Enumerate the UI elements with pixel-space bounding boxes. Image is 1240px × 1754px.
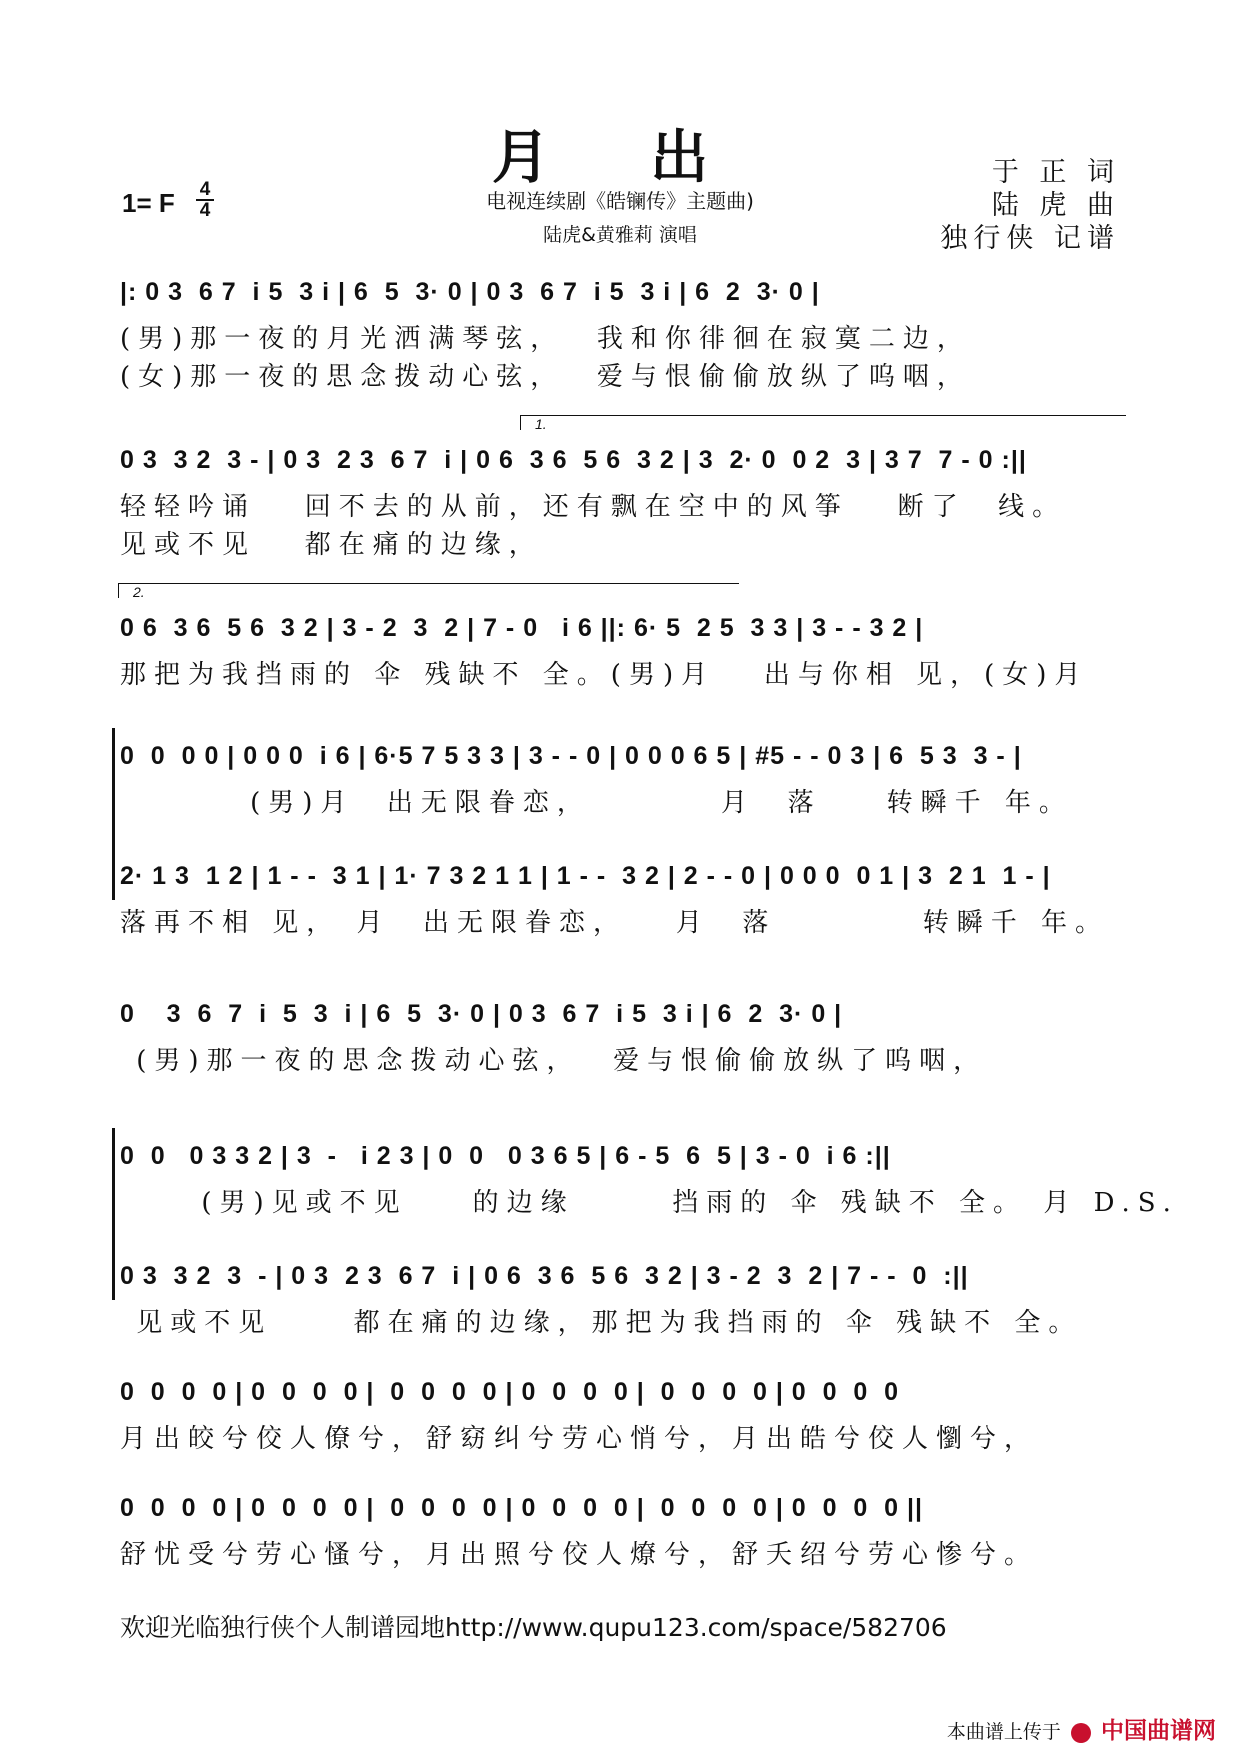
lyric-row-9: 月出皎兮佼人僚兮，舒窈纠兮劳心悄兮，月出皓兮佼人懰兮， <box>120 1424 1039 1454</box>
system-brace-2 <box>112 1128 115 1300</box>
lyric-row-5: 落再不相 见， 月 出无限眷恋， 月 落 转瞬千 年。 <box>120 908 1110 938</box>
volta-2: 2. <box>118 583 739 598</box>
credit-composer: 陆 虎 曲 <box>991 190 1120 221</box>
lyric-row-3: 那把为我挡雨的 伞 残缺不 全。(男)月 出与你相 见，(女)月 <box>120 660 1089 690</box>
lyric-row-10: 舒忧受兮劳心慅兮，月出照兮佼人燎兮，舒夭绍兮劳心惨兮。 <box>120 1540 1039 1570</box>
lyric-row-8: 见或不见 都在痛的边缘，那把为我挡雨的 伞 残缺不 全。 <box>120 1308 1083 1338</box>
score-row-6: 0 3 6 7 i 5 3 i | 6 5 3· 0 | 0 3 6 7 i 5 3 i | 6 2 3· 0 | <box>120 1000 843 1028</box>
credit-lyricist: 于 正 词 <box>991 157 1120 188</box>
volta-1: 1. <box>520 415 1126 430</box>
footer-link-text[interactable]: 欢迎光临独行侠个人制谱园地http://www.qupu123.com/space/582706 <box>120 1613 947 1642</box>
upload-prefix: 本曲谱上传于 <box>946 1721 1061 1743</box>
time-signature <box>196 180 214 220</box>
upload-site[interactable]: 中国曲谱网 <box>1101 1718 1216 1744</box>
meter-bottom: 4 <box>199 200 211 221</box>
song-subtitle: 电视连续剧《皓镧传》主题曲) <box>486 189 754 213</box>
lyric-row-7: (男)见或不见 的边缘 挡雨的 伞 残缺不 全。 月 D.S. <box>120 1188 1179 1218</box>
score-row-10: 0 0 0 0 | 0 0 0 0 | 0 0 0 0 | 0 0 0 0 | 0 0 0 0 | 0 0 0 0 || <box>120 1494 923 1522</box>
lyric-row-2b: 见或不见 都在痛的边缘， <box>120 530 543 560</box>
score-row-1: |: 0 3 6 7 i 5 3 i | 6 5 3· 0 | 0 3 6 7 i 5 3 i | 6 2 3· 0 | <box>120 278 820 306</box>
song-title: 月 出 <box>491 123 749 191</box>
score-row-4: 0 0 0 0 | 0 0 0 i 6 | 6·5 7 5 3 3 | 3 - - 0 | 0 0 0 6 5 | #5 - - 0 3 | 6 5 3 3 - | <box>120 742 1022 770</box>
upload-note <box>947 1712 1216 1745</box>
score-row-9: 0 0 0 0 | 0 0 0 0 | 0 0 0 0 | 0 0 0 0 | 0 0 0 0 | 0 0 0 0 <box>120 1378 900 1406</box>
lyric-row-4: (男)月 出无限眷恋， 月 落 转瞬千 年。 <box>120 788 1073 818</box>
lyric-row-1b: (女)那一夜的思念拨动心弦， 爱与恨偷偷放纵了呜咽， <box>120 362 971 392</box>
key-signature: 1= F <box>122 188 175 218</box>
performers: 陆虎&黄雅莉 演唱 <box>543 224 697 246</box>
system-brace-1 <box>112 728 115 900</box>
credit-transcriber: 独行侠 记谱 <box>940 223 1120 254</box>
score-row-3: 0 6 3 6 5 6 3 2 | 3 - 2 3 2 | 7 - 0 i 6 ||: 6· 5 2 5 3 3 | 3 - - 3 2 | <box>120 614 924 642</box>
lyric-row-6: (男)那一夜的思念拨动心弦， 爱与恨偷偷放纵了呜咽， <box>120 1046 988 1076</box>
score-row-8: 0 3 3 2 3 - | 0 3 2 3 6 7 i | 0 6 3 6 5 6 3 2 | 3 - 2 3 2 | 7 - - 0 :|| <box>120 1262 969 1290</box>
lyric-row-1a: (男)那一夜的月光洒满琴弦， 我和你徘徊在寂寞二边， <box>120 324 971 354</box>
lyric-row-2a: 轻轻吟诵 回不去的从前，还有飘在空中的风筝 断了 线。 <box>120 492 1067 522</box>
meter-top: 4 <box>199 179 211 200</box>
score-row-5: 2· 1 3 1 2 | 1 - - 3 1 | 1· 7 3 2 1 1 | 1 - - 3 2 | 2 - - 0 | 0 0 0 0 1 | 3 2 1 1 - | <box>120 862 1051 890</box>
site-logo-icon <box>1071 1723 1091 1743</box>
score-row-2: 0 3 3 2 3 - | 0 3 2 3 6 7 i | 0 6 3 6 5 6 3 2 | 3 2· 0 0 2 3 | 3 7 7 - 0 :|| <box>120 446 1027 474</box>
score-row-7: 0 0 0 3 3 2 | 3 - i 2 3 | 0 0 0 3 6 5 | 6 - 5 6 5 | 3 - 0 i 6 :|| <box>120 1142 891 1170</box>
